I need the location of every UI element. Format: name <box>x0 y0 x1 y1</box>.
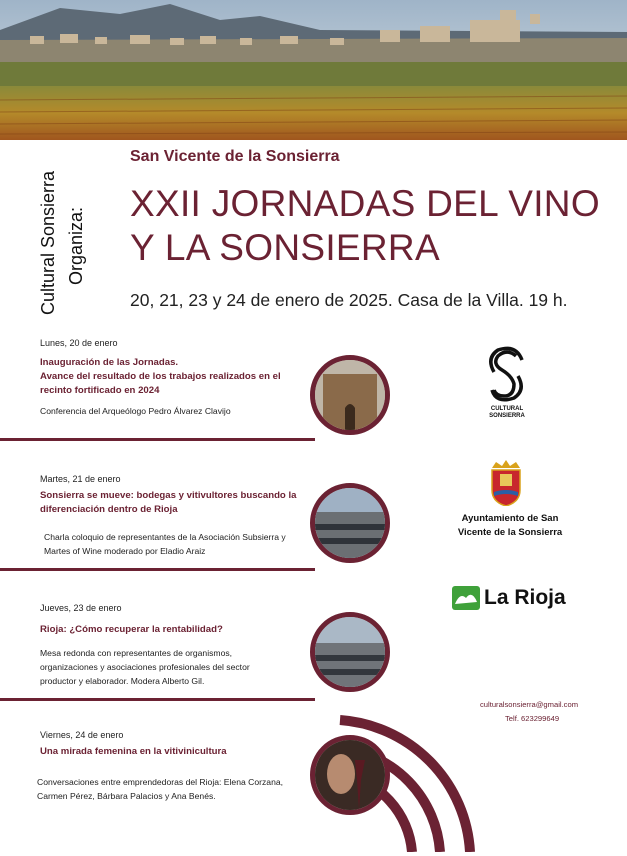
event-4-desc-line: Conversaciones entre emprendedoras del Rioja: Elena Corzana, <box>37 777 284 787</box>
hero-landscape-image <box>0 0 627 140</box>
event-4-desc-line: Carmen Pérez, Bárbara Palacios y Ana Benés. <box>37 791 216 801</box>
event-2-title-line: Sonsierra se mueve: bodegas y vitivultores buscando la <box>40 490 297 501</box>
logo-cultural-line2: SONSIERRA <box>489 413 525 419</box>
divider <box>0 438 315 441</box>
event-1-desc: Conferencia del Arqueólogo Pedro Álvarez Clavijo <box>40 406 231 416</box>
event-dates: 20, 21, 23 y 24 de enero de 2025. Casa de la Villa. 19 h. <box>130 290 568 310</box>
organizer-line1: Cultural Sonsierra <box>38 170 58 315</box>
event-2-day: Martes, 21 de enero <box>40 474 121 484</box>
page-title <box>130 182 600 270</box>
divider <box>0 568 315 571</box>
cultural-sonsierra-emblem <box>486 346 528 402</box>
event-2-title-line: diferenciación dentro de Rioja <box>40 504 178 515</box>
ayto-line1: Ayuntamiento de San <box>461 513 559 524</box>
event-3-title: Rioja: ¿Cómo recuperar la rentabilidad? <box>40 624 223 635</box>
cultural-sonsierra-logo <box>486 346 528 426</box>
event-2-title <box>40 489 310 517</box>
organizer-vertical-text <box>24 160 104 320</box>
event-1-title-line: Avance del resultado de los trabajos realizados en el <box>40 371 281 382</box>
event-3-desc <box>40 646 310 688</box>
event-1-title <box>40 356 310 398</box>
event-4-day: Viernes, 24 de enero <box>40 730 124 740</box>
la-rioja-logo <box>452 584 582 614</box>
event-4-desc <box>37 775 327 803</box>
event-4-title: Una mirada femenina en la vitivinicultura <box>40 746 227 757</box>
title-line1: XXII JORNADAS DEL VINO <box>130 183 600 224</box>
event-3-day: Jueves, 23 de enero <box>40 603 122 613</box>
ayuntamiento-coat-of-arms-icon <box>488 460 524 506</box>
logo-cultural-line1: CULTURAL <box>490 406 524 412</box>
event-4-photo <box>310 735 390 815</box>
title-line2: Y LA SONSIERRA <box>130 227 440 268</box>
event-3-desc-line: Mesa redonda con representantes de organismos, <box>40 648 233 658</box>
event-1-photo <box>310 355 390 435</box>
divider <box>0 698 315 701</box>
event-1-title-line: Inauguración de las Jornadas. <box>40 357 179 368</box>
event-1-title-line: recinto fortificado en 2024 <box>40 385 160 396</box>
place-name: San Vicente de la Sonsierra <box>130 148 340 165</box>
event-2-desc <box>44 530 314 558</box>
event-1-day: Lunes, 20 de enero <box>40 338 118 348</box>
event-2-desc-line: Charla coloquio de representantes de la Asociación Subsierra y <box>44 532 286 542</box>
event-3-desc-line: productor y elaborador. Modera Alberto Gil. <box>40 676 205 686</box>
la-rioja-text: La Rioja <box>484 586 566 609</box>
contact-phone: Telf. 623299649 <box>505 714 560 723</box>
event-3-desc-line: organizaciones y asociaciones profesionales del sector <box>40 662 250 672</box>
event-3-photo <box>310 612 390 692</box>
ayto-line2: Vicente de la Sonsierra <box>457 527 563 538</box>
organizer-line2: Organiza: <box>66 206 86 285</box>
contact-email: culturalsonsierra@gmail.com <box>480 700 579 709</box>
la-rioja-emblem-icon <box>452 586 480 610</box>
event-2-photo <box>310 483 390 563</box>
ayuntamiento-label <box>440 512 580 540</box>
event-2-desc-line: Martes of Wine moderado por Eladio Araiz <box>44 546 206 556</box>
